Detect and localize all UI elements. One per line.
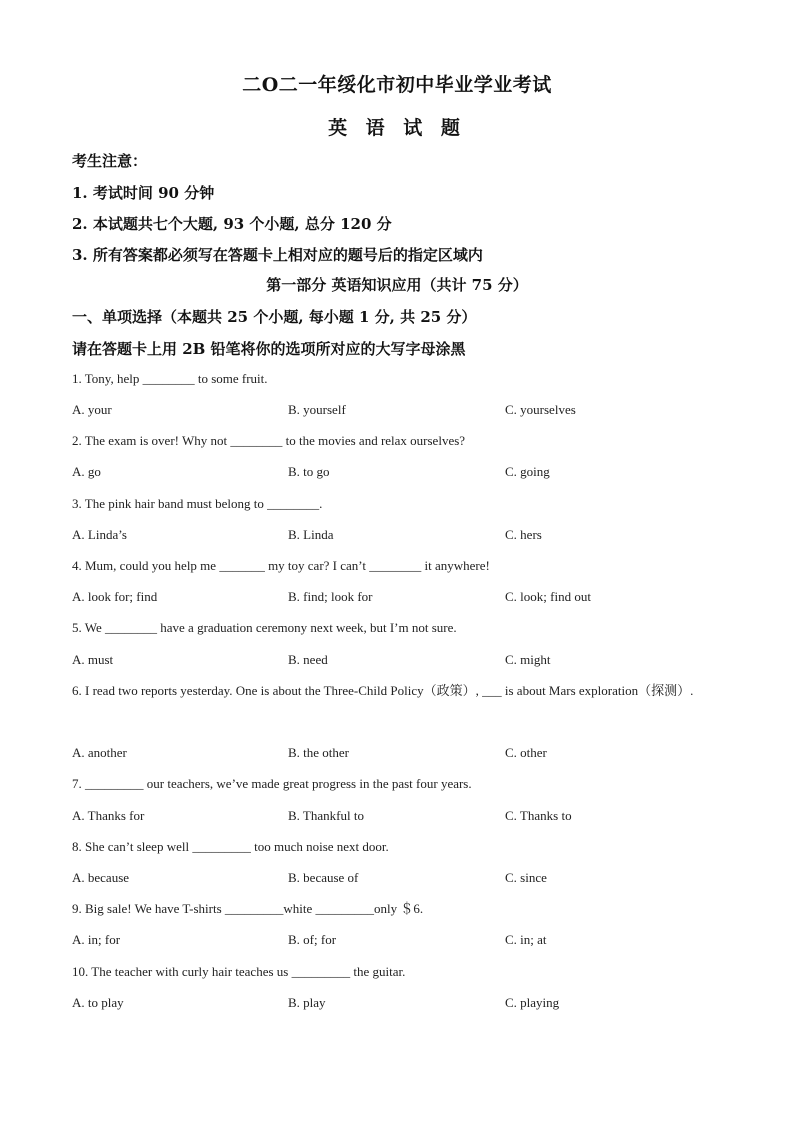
exam-subtitle: 英 语 试 题 xyxy=(328,117,466,139)
option-b: B. Linda xyxy=(288,527,334,542)
option-a: A. another xyxy=(72,745,127,760)
option-a: A. look for; find xyxy=(72,589,158,604)
option-b: B. to go xyxy=(288,464,330,479)
question-stem: 10. The teacher with curly hair teaches us _________ the guitar. xyxy=(72,964,406,979)
option-c: C. might xyxy=(505,652,551,667)
option-c: C. other xyxy=(505,745,547,760)
option-c: C. going xyxy=(505,464,550,479)
option-a: A. must xyxy=(72,652,114,667)
option-c: C. since xyxy=(505,870,547,885)
question-stem: 8. She can’t sleep well _________ too much noise next door. xyxy=(72,839,389,854)
option-c: C. playing xyxy=(505,995,560,1010)
section-heading: 一、单项选择（本题共 25 个小题, 每小题 1 分, 共 25 分） xyxy=(72,308,477,326)
option-a: A. go xyxy=(72,464,101,479)
option-b: B. the other xyxy=(288,745,350,760)
question-stem: 1. Tony, help ________ to some fruit. xyxy=(72,371,268,386)
option-a: A. to play xyxy=(72,995,124,1010)
question-stem: 4. Mum, could you help me _______ my toy car? I can’t ________ it anywhere! xyxy=(72,558,490,573)
option-a: A. Thanks for xyxy=(72,808,145,823)
option-a: A. because xyxy=(72,870,130,885)
question-stem: 7. _________ our teachers, we’ve made great progress in the past four years. xyxy=(72,776,472,791)
question-stem: 5. We ________ have a graduation ceremony next week, but I’m not sure. xyxy=(72,620,457,635)
option-a: A. Linda’s xyxy=(72,527,127,542)
section-instruction: 请在答题卡上用 2B 铅笔将你的选项所对应的大写字母涂黑 xyxy=(72,340,466,358)
notice-item: 1. 考试时间 90 分钟 xyxy=(72,184,215,202)
option-b: B. yourself xyxy=(288,402,346,417)
option-a: A. your xyxy=(72,402,112,417)
option-b: B. Thankful to xyxy=(288,808,364,823)
option-a: A. in; for xyxy=(72,932,121,947)
option-b: B. because of xyxy=(288,870,359,885)
notice-heading: 考生注意： xyxy=(72,152,148,170)
part-one-heading: 第一部分 英语知识应用（共计 75 分） xyxy=(266,276,528,294)
option-b: B. find; look for xyxy=(288,589,373,604)
option-c: C. yourselves xyxy=(505,402,576,417)
exam-title: 二O二一年绥化市初中毕业学业考试 xyxy=(242,74,552,96)
option-c: C. in; at xyxy=(505,932,547,947)
question-stem: 6. I read two reports yesterday. One is about the Three-Child Policy（政策）, ___ is about Mars exploration（探测）. xyxy=(72,683,694,698)
notice-item: 2. 本试题共七个大题, 93 个小题, 总分 120 分 xyxy=(72,215,392,233)
option-c: C. look; find out xyxy=(505,589,591,604)
question-stem: 2. The exam is over! Why not ________ to the movies and relax ourselves? xyxy=(72,433,466,448)
option-c: C. Thanks to xyxy=(505,808,572,823)
question-stem: 3. The pink hair band must belong to ________. xyxy=(72,496,323,511)
option-b: B. play xyxy=(288,995,326,1010)
option-b: B. need xyxy=(288,652,328,667)
option-b: B. of; for xyxy=(288,932,337,947)
option-c: C. hers xyxy=(505,527,542,542)
question-stem: 9. Big sale! We have T-shirts _________white _________only ＄6. xyxy=(72,901,424,916)
notice-item: 3. 所有答案都必须写在答题卡上相对应的题号后的指定区域内 xyxy=(72,246,483,264)
